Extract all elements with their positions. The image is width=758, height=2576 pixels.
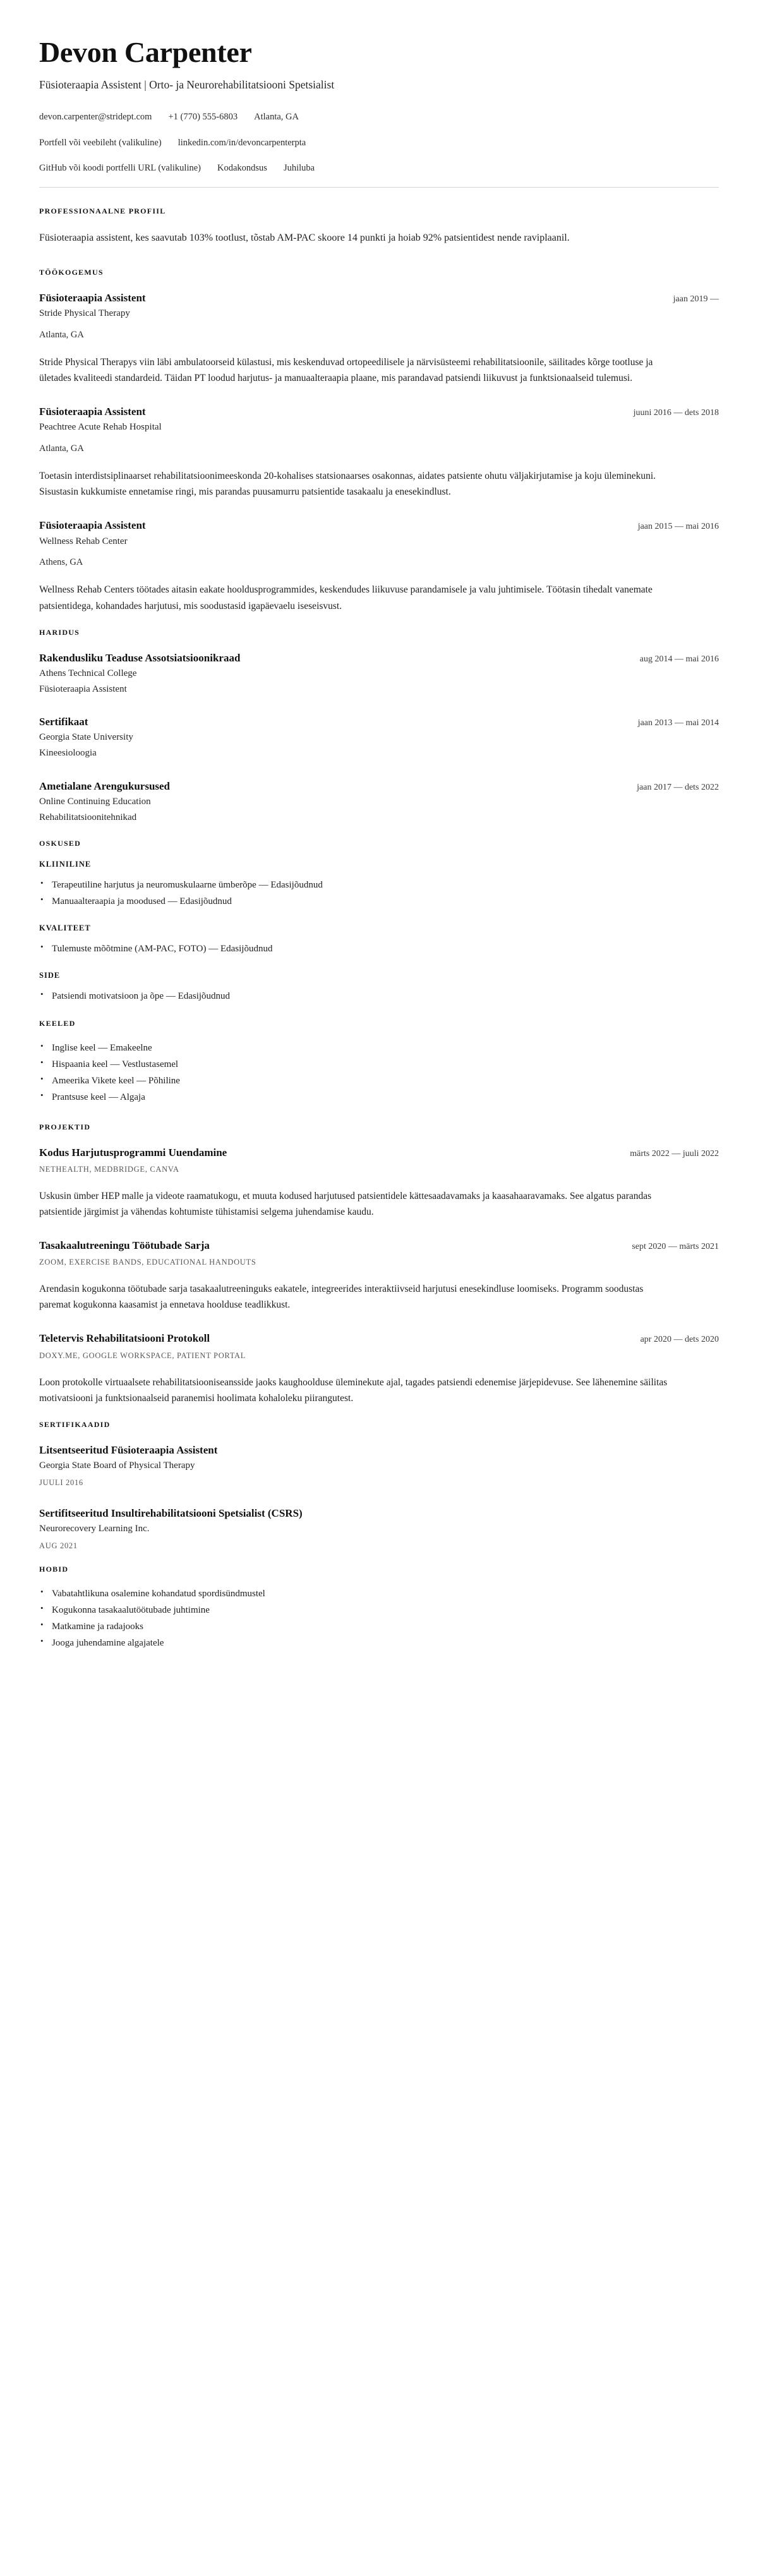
degree-date: aug 2014 — mai 2016 xyxy=(639,654,719,664)
section-certifications xyxy=(39,1420,719,1551)
entry-header xyxy=(39,519,719,533)
project-entry xyxy=(39,1146,719,1220)
skill-group-title: SIDE xyxy=(39,971,61,980)
job-company: Stride Physical Therapy xyxy=(39,308,130,319)
school-name: Georgia State University xyxy=(39,732,133,743)
skill-group-title: KLIINILINE xyxy=(39,859,92,869)
project-tools: ZOOM, EXERCISE BANDS, EDUCATIONAL HANDOUTS xyxy=(39,1258,256,1267)
skill-item: • Patsiendi motivatsioon ja õpe — Edasijõudnud xyxy=(39,988,719,1004)
entry-header xyxy=(39,651,719,665)
education-entry xyxy=(39,715,719,761)
contact-item[interactable]: devon.carpenter@stridept.com xyxy=(39,112,152,123)
section-heading-education: HARIDUS xyxy=(39,627,80,637)
skill-items xyxy=(39,988,719,1004)
section-projects xyxy=(39,1122,719,1406)
entry-header xyxy=(39,779,719,793)
certification-issuer: Georgia State Board of Physical Therapy xyxy=(39,1460,195,1471)
language-item: • Ameerika Vikete keel — Põhiline xyxy=(39,1073,719,1089)
skill-group xyxy=(39,860,719,910)
languages-list xyxy=(39,1040,719,1106)
header-divider xyxy=(39,187,719,188)
project-description: Arendasin kogukonna töötubade sarja tasakaalutreeninguks eakatele, integreerides interaktiivseid harjutusi enesekindluse loomiseks. Programm soodustas paremat kogukonna kaasamist ja ennetava hoolduse teadlikkust. xyxy=(39,1284,644,1311)
job-location: Atlanta, GA xyxy=(39,443,84,454)
section-heading-certifications: SERTIFIKAADID xyxy=(39,1419,111,1429)
project-entry xyxy=(39,1332,719,1405)
contact-item[interactable]: Portfell või veebileht (valikuline) xyxy=(39,137,162,148)
job-location: Atlanta, GA xyxy=(39,330,84,340)
entry-header xyxy=(39,1332,719,1345)
skill-group xyxy=(39,924,719,957)
job-company: Wellness Rehab Center xyxy=(39,536,128,546)
project-date: apr 2020 — dets 2020 xyxy=(640,1335,719,1345)
section-heading-profile: PROFESSIONAALNE PROFIIL xyxy=(39,207,166,216)
skill-group xyxy=(39,971,719,1004)
contact-item[interactable]: Juhiluba xyxy=(283,162,315,173)
section-heading-skills: OSKUSED xyxy=(39,838,81,848)
language-item: • Prantsuse keel — Algaja xyxy=(39,1089,719,1105)
experience-entry xyxy=(39,519,719,613)
profile-summary-text: Füsioteraapia assistent, kes saavutab 103% tootlust, tõstab AM-PAC skoore 14 punkti ja hoiab 92% patsientidest nende raviplaanil. xyxy=(39,232,570,244)
language-item: • Inglise keel — Emakeelne xyxy=(39,1040,719,1056)
certification-name: Sertifitseeritud Insultirehabilitatsiooni Spetsialist (CSRS) xyxy=(39,1507,303,1519)
job-date: juuni 2016 — dets 2018 xyxy=(633,408,719,418)
job-title: Füsioteraapia Assistent xyxy=(39,519,146,532)
section-profile xyxy=(39,207,719,246)
contact-item[interactable]: linkedin.com/in/devoncarpenterpta xyxy=(177,137,306,148)
section-heading-languages: KEELED xyxy=(39,1018,76,1028)
field-of-study: Füsioteraapia Assistent xyxy=(39,683,127,694)
entry-header xyxy=(39,1239,719,1253)
contact-row xyxy=(39,162,719,174)
contact-item[interactable]: +1 (770) 555-6803 xyxy=(168,112,238,123)
section-skills xyxy=(39,839,719,1005)
section-languages xyxy=(39,1019,719,1116)
degree-date: jaan 2017 — dets 2022 xyxy=(637,782,719,792)
contact-row xyxy=(39,111,719,123)
degree-date: jaan 2013 — mai 2014 xyxy=(637,718,719,728)
hobby-item: • Vabatahtlikuna osalemine kohandatud spordisündmustel xyxy=(39,1586,719,1602)
experience-entry xyxy=(39,291,719,386)
skills-list xyxy=(39,860,719,1005)
certification-name: Litsentseeritud Füsioteraapia Assistent xyxy=(39,1443,218,1456)
job-title: Füsioteraapia Assistent xyxy=(39,406,146,418)
hobbies-list xyxy=(39,1586,719,1652)
page-title: Devon Carpenter xyxy=(39,36,252,68)
certification-entry xyxy=(39,1443,719,1488)
section-education xyxy=(39,628,719,825)
section-heading-projects: PROJEKTID xyxy=(39,1122,91,1131)
education-entry xyxy=(39,779,719,825)
job-description: Stride Physical Therapys viin läbi ambulatoorseid külastusi, mis keskenduvad ortopeedilisele ja närvisüsteemi rehabilitatsioonile, säilitades kõrge tootluse ja ületades kvaliteedi standardeid. Täidan PT loodud harjutus- ja manuaalteraapia plaane, mis parandavad patsiendi liikuvust ja funktsionaalseid tulemusi. xyxy=(39,357,653,384)
section-heading-hobbies: HOBID xyxy=(39,1564,69,1574)
job-date: jaan 2015 — mai 2016 xyxy=(637,522,719,532)
project-entry xyxy=(39,1239,719,1313)
contact-item[interactable]: Atlanta, GA xyxy=(254,112,299,123)
hobby-item: • Matkamine ja radajooks xyxy=(39,1618,719,1635)
degree-title: Ametialane Arengukursused xyxy=(39,779,171,792)
skill-item: • Manuaalteraapia ja moodused — Edasijõudnud xyxy=(39,893,719,910)
skill-item: • Tulemuste mõõtmine (AM-PAC, FOTO) — Edasijõudnud xyxy=(39,941,719,957)
contact-item[interactable]: GitHub või koodi portfelli URL (valikuline) xyxy=(39,162,201,173)
skill-items xyxy=(39,941,719,957)
job-date: jaan 2019 — xyxy=(673,294,719,304)
language-item: • Hispaania keel — Vestlustasemel xyxy=(39,1056,719,1073)
entry-header xyxy=(39,1146,719,1160)
contact-row xyxy=(39,136,719,149)
contact-item[interactable]: Kodakondsus xyxy=(217,162,267,173)
job-title: Füsioteraapia Assistent xyxy=(39,292,146,304)
section-heading-experience: TÖÖKOGEMUS xyxy=(39,268,104,277)
contact-block xyxy=(39,111,719,174)
certifications-list xyxy=(39,1443,719,1551)
job-description: Toetasin interdistsiplinaarset rehabilitatsioonimeeskonda 20-kohalises statsionaarses osakonnas, aidates patsiente ohutu väljakirjutamise ja koju üleminekuni. Sisustasin kukkumiste ennetamise ringi, mis parandas puusamurru patsientide tasakaalu ja enesekindlust. xyxy=(39,471,656,498)
project-description: Loon protokolle virtuaalsete rehabilitatsiooniseansside jaoks kaughoolduse üleminekute ajal, tagades patsiendi edenemise järjepidevuse. See lähenemine säilitas motivatsiooni ja funktsionaalseid paranemisi hoolimata kohaloleku piirangutest. xyxy=(39,1376,668,1404)
education-list xyxy=(39,651,719,825)
skill-items xyxy=(39,877,719,910)
section-hobbies xyxy=(39,1565,719,1652)
certification-date: AUG 2021 xyxy=(39,1541,78,1550)
skill-group-title: KVALITEET xyxy=(39,924,91,933)
entry-header xyxy=(39,715,719,729)
certification-date: JUULI 2016 xyxy=(39,1478,83,1487)
hobby-item: • Kogukonna tasakaalutöötubade juhtimine xyxy=(39,1602,719,1618)
certification-issuer: Neurorecovery Learning Inc. xyxy=(39,1523,150,1534)
project-tools: NETHEALTH, MEDBRIDGE, CANVA xyxy=(39,1164,179,1174)
project-date: märts 2022 — juuli 2022 xyxy=(630,1148,719,1159)
entry-header xyxy=(39,405,719,419)
professional-headline: Füsioteraapia Assistent | Orto- ja Neurorehabilitatsiooni Spetsialist xyxy=(39,78,335,91)
field-of-study: Kineesioloogia xyxy=(39,748,97,759)
section-experience xyxy=(39,268,719,613)
projects-list xyxy=(39,1146,719,1406)
job-location: Athens, GA xyxy=(39,557,83,568)
project-tools: DOXY.ME, GOOGLE WORKSPACE, PATIENT PORTAL xyxy=(39,1351,246,1360)
experience-entry xyxy=(39,405,719,500)
experience-list xyxy=(39,291,719,613)
project-date: sept 2020 — märts 2021 xyxy=(632,1242,719,1252)
skill-item: • Terapeutiline harjutus ja neuromuskulaarne ümberõpe — Edasijõudnud xyxy=(39,877,719,893)
degree-title: Rakendusliku Teaduse Assotsiatsioonikraad xyxy=(39,651,241,664)
entry-header xyxy=(39,291,719,305)
project-title: Kodus Harjutusprogrammi Uuendamine xyxy=(39,1146,227,1159)
project-description: Uskusin ümber HEP malle ja videote raamatukogu, et muuta kodused harjutused patsientidele kättesaadavamaks ja kaasahaaravamaks. See algatus parandas patsientide järgimist ja vähendas kohtumiste tühistamisi selgema juhendamise kaudu. xyxy=(39,1190,652,1217)
job-company: Peachtree Acute Rehab Hospital xyxy=(39,422,162,433)
project-title: Teletervis Rehabilitatsiooni Protokoll xyxy=(39,1332,210,1345)
degree-title: Sertifikaat xyxy=(39,716,88,728)
certification-entry xyxy=(39,1507,719,1551)
hobby-item: • Jooga juhendamine algajatele xyxy=(39,1635,719,1651)
school-name: Athens Technical College xyxy=(39,668,137,678)
job-description: Wellness Rehab Centers töötades aitasin eakate hooldusprogrammides, keskendudes liikuvuse parandamisele ja valu juhtimisele. Töötasin tihedalt vanemate patsientidega, kohandades harjutusi, mis soodustasid igapäevaelu iseseisvust. xyxy=(39,584,653,611)
education-entry xyxy=(39,651,719,697)
project-title: Tasakaalutreeningu Töötubade Sarja xyxy=(39,1239,210,1252)
field-of-study: Rehabilitatsioonitehnikad xyxy=(39,812,137,822)
school-name: Online Continuing Education xyxy=(39,797,151,807)
